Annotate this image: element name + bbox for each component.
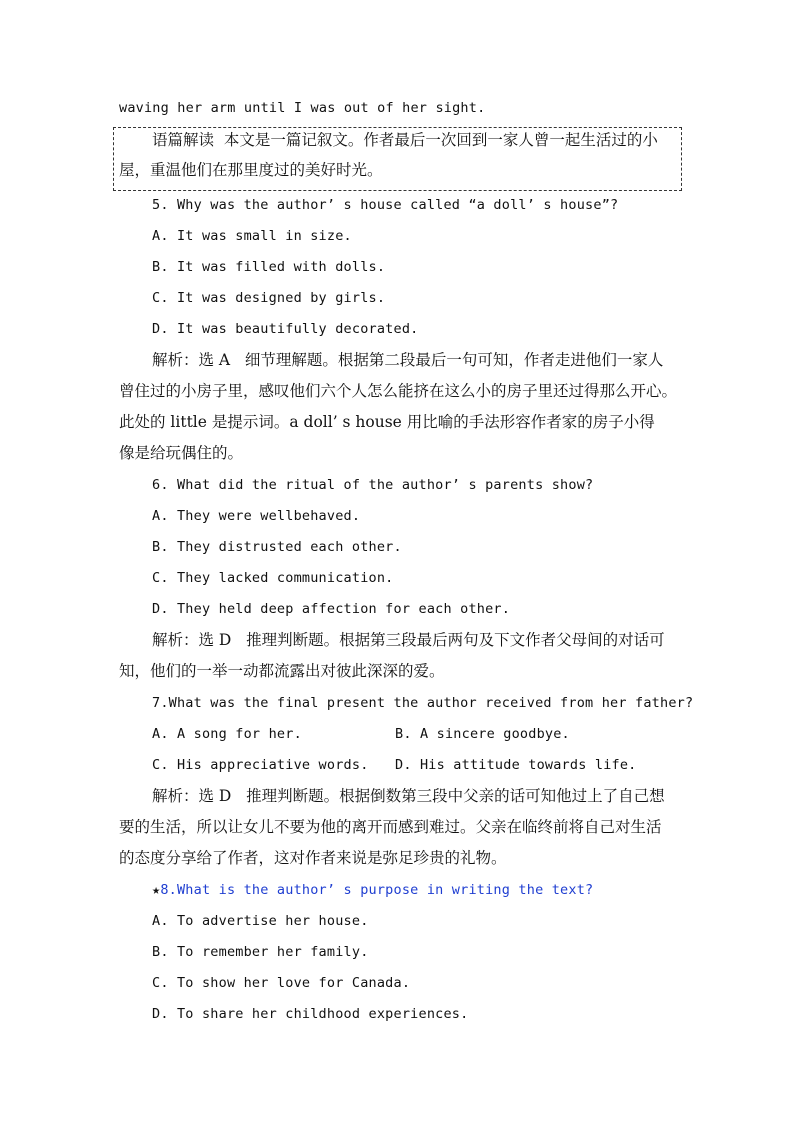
q7-option-b: B. A sincere goodbye. <box>395 726 570 742</box>
q7-option-d: D. His attitude towards life. <box>395 757 637 773</box>
q5-option-d: D. It was beautifully decorated. <box>152 321 419 337</box>
q7-analysis-1: 解析：选 D 推理判断题。根据倒数第三段中父亲的话可知他过上了自己想 <box>152 787 665 805</box>
q8-question: What is the author’ s purpose in writing the text? <box>176 882 594 898</box>
summary-line-2: 屋，重温他们在那里度过的美好时光。 <box>119 161 383 179</box>
q5-option-c: C. It was designed by girls. <box>152 290 386 306</box>
q6-option-d: D. They held deep affection for each other. <box>152 601 511 617</box>
q5-analysis-3: 此处的 little 是提示词。a doll’ s house 用比喻的手法形容作者家的房子小得 <box>119 413 655 431</box>
q5-option-a: A. It was small in size. <box>152 228 352 244</box>
q6-question: 6. What did the ritual of the author’ s parents show? <box>152 477 594 493</box>
q7-question: 7.What was the final present the author received from her father? <box>152 695 694 711</box>
q8-question-line <box>152 880 684 900</box>
q7-analysis-3: 的态度分享给了作者，这对作者来说是弥足珍贵的礼物。 <box>119 849 507 867</box>
q6-option-c: C. They lacked communication. <box>152 570 394 586</box>
q8-option-d: D. To share her childhood experiences. <box>152 1006 469 1022</box>
q7-analysis-2: 要的生活，所以让女儿不要为他的离开而感到难过。父亲在临终前将自己对生活 <box>119 818 662 836</box>
q8-option-b: B. To remember her family. <box>152 944 369 960</box>
q5-option-b: B. It was filled with dolls. <box>152 259 386 275</box>
q5-analysis-4: 像是给玩偶住的。 <box>119 444 244 462</box>
q7-option-a: A. A song for her. <box>152 726 302 742</box>
q6-option-b: B. They distrusted each other. <box>152 539 402 555</box>
star-icon: ★ <box>152 882 161 898</box>
q6-analysis-1: 解析：选 D 推理判断题。根据第三段最后两句及下文作者父母间的对话可 <box>152 631 665 649</box>
q8-option-a: A. To advertise her house. <box>152 913 369 929</box>
q7-option-c: C. His appreciative words. <box>152 757 369 773</box>
top-line: waving her arm until I was out of her sight. <box>119 100 486 116</box>
summary-line-1: 语篇解读 本文是一篇记叙文。作者最后一次回到一家人曾一起生活过的小 <box>152 131 658 149</box>
q5-analysis-1: 解析：选 A 细节理解题。根据第二段最后一句可知，作者走进他们一家人 <box>152 351 664 369</box>
q6-analysis-2: 知，他们的一举一动都流露出对彼此深深的爱。 <box>119 662 445 680</box>
q6-option-a: A. They were wellbehaved. <box>152 508 361 524</box>
q8-number: 8. <box>160 882 177 898</box>
q8-option-c: C. To show her love for Canada. <box>152 975 411 991</box>
q5-question: 5. Why was the author’ s house called “a doll’ s house”? <box>152 197 619 213</box>
q5-analysis-2: 曾住过的小房子里，感叹他们六个人怎么能挤在这么小的房子里还过得那么开心。 <box>119 382 678 400</box>
